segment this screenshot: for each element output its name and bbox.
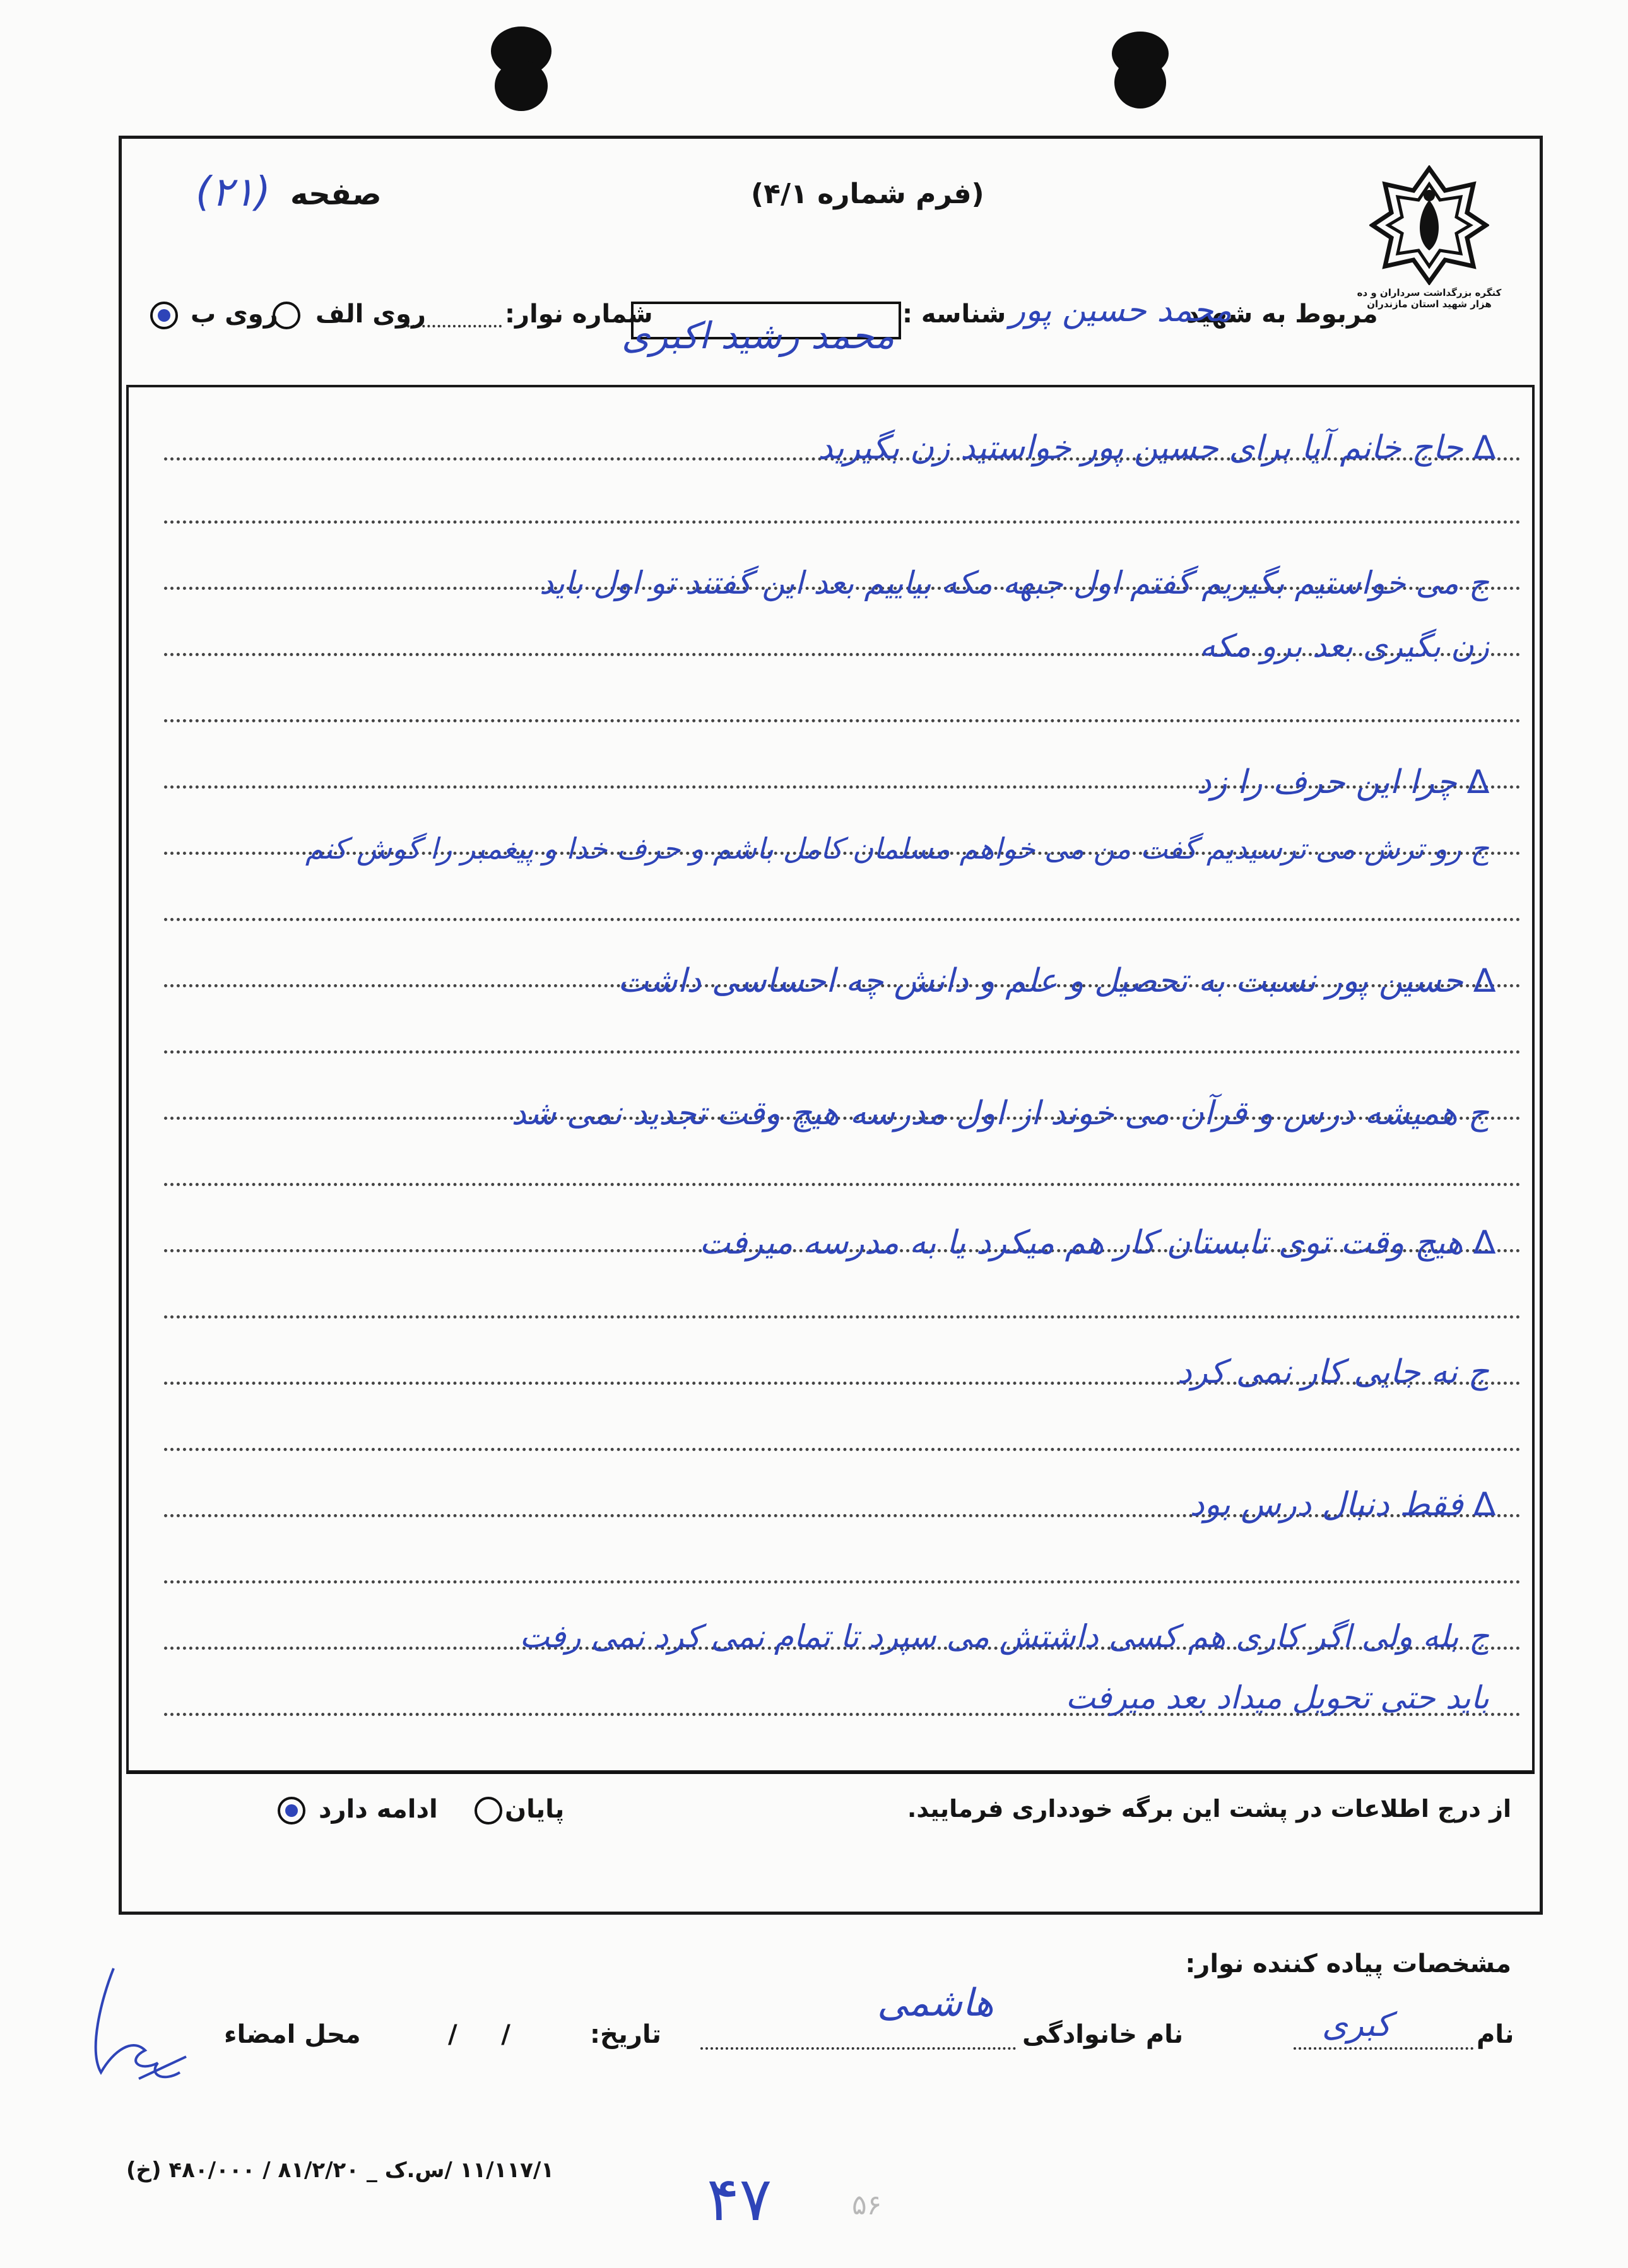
ruled-line <box>164 1448 1521 1451</box>
transcriber-name-value: کبری <box>1322 2006 1391 2044</box>
punch-hole-left-lower <box>495 61 548 111</box>
ruled-line <box>164 1183 1521 1186</box>
transcript-line: ج همیشه درس و قرآن می خوند از اول مدرسه هیچ وقت تجدید نمی شد <box>511 1095 1489 1132</box>
transcript-line: ∆ هیچ وقت توی تابستان کار هم میکرد یا به مدرسه میرفت <box>699 1224 1495 1262</box>
ruled-line <box>164 1315 1521 1319</box>
tape-number-label: شماره نوار: <box>505 300 653 329</box>
ruled-line <box>164 1050 1521 1054</box>
print-code: ۱۱/۱۱۷/۱ /س.ک _ ۸۱/۲/۲۰ / ۴۸۰/۰۰۰ (خ) <box>126 2158 554 2183</box>
continues-radio[interactable] <box>278 1797 305 1824</box>
transcriber-name-field[interactable] <box>1294 2047 1473 2050</box>
faint-page-mark: ۵۶ <box>852 2189 882 2221</box>
side-a-label: روی الف <box>316 300 426 329</box>
id-label: شناسه : <box>902 300 1006 329</box>
related-to-label: مربوط به شهید <box>1186 300 1378 329</box>
organization-name: کنگره بزرگداشت سرداران و ده هزار شهید استان مازندران <box>1357 287 1502 310</box>
ruled-line <box>164 918 1521 921</box>
page-mark: ۴۷ <box>707 2164 772 2235</box>
signature-label: محل امضاء <box>224 2020 361 2049</box>
punch-hole-right-lower <box>1114 57 1166 109</box>
continues-label: ادامه دارد <box>319 1795 438 1824</box>
end-radio[interactable] <box>475 1797 502 1824</box>
side-b-label: روی ب <box>191 300 278 329</box>
id-value: محمد رشید اکبری <box>622 314 895 357</box>
ruled-line <box>164 719 1521 722</box>
transcript-line: ∆ حسین پور نسبت به تحصیل و علم و دانش چه احساسی داشت <box>618 962 1495 1000</box>
ruled-line <box>164 1580 1521 1583</box>
transcript-line: ∆ چرا این حرف را زد <box>1196 763 1489 801</box>
side-b-radio[interactable] <box>150 302 178 329</box>
transcriber-family-field[interactable] <box>700 2047 1016 2050</box>
transcript-line: ج نه جایی کار نمی کرد <box>1177 1353 1489 1391</box>
page-number: (۲۱) <box>196 169 271 216</box>
transcript-line: باید حتی تحویل میداد بعد میرفت <box>1065 1679 1489 1716</box>
transcript-line: زن بگیری بعد برو مکه <box>1200 628 1489 664</box>
form-number: (فرم شماره ۴/۱) <box>751 178 984 210</box>
transcriber-family-value: هاشمی <box>877 1981 994 2025</box>
transcript-line: ∆ حاج خانم آیا برای حسین پور خواستید زن بگیرید <box>818 429 1495 467</box>
transcriber-family-label: نام خانوادگی <box>1022 2020 1184 2049</box>
page-label: صفحه <box>290 177 382 212</box>
ruled-line <box>164 520 1521 524</box>
date-label: تاریخ: <box>590 2020 661 2049</box>
footer-notice: از درج اطلاعات در پشت این برگه خودداری فرمایید. <box>907 1795 1511 1823</box>
end-label: پایان <box>505 1795 565 1824</box>
transcript-line: ج رو ترش می ترسیدیم گفت من می خواهم مسلمان کامل باشم و حرف خدا و پیغمبر را گوش کنم <box>305 831 1489 866</box>
transcript-line: ∆ فقط دنبال درس بود <box>1189 1486 1495 1524</box>
transcriber-name-label: نام <box>1477 2020 1514 2049</box>
signature <box>76 1956 215 2101</box>
date-value: / / <box>448 2020 510 2049</box>
transcriber-heading: مشخصات پیاده کننده نوار: <box>1185 1949 1511 1978</box>
footer-divider <box>126 1772 1535 1774</box>
organization-logo <box>1369 165 1489 285</box>
related-to-value: محمد حسین پور <box>1010 291 1232 329</box>
transcript-line: ج می خواستیم بگیریم گفتم اول جبهه مکه بیاییم بعد این گفتند تو اول باید <box>539 565 1489 601</box>
transcript-line: ج بله ولی اگر کاری هم کسی داشتش می سپرد تا تمام نمی کرد نمی رفت <box>519 1618 1489 1655</box>
